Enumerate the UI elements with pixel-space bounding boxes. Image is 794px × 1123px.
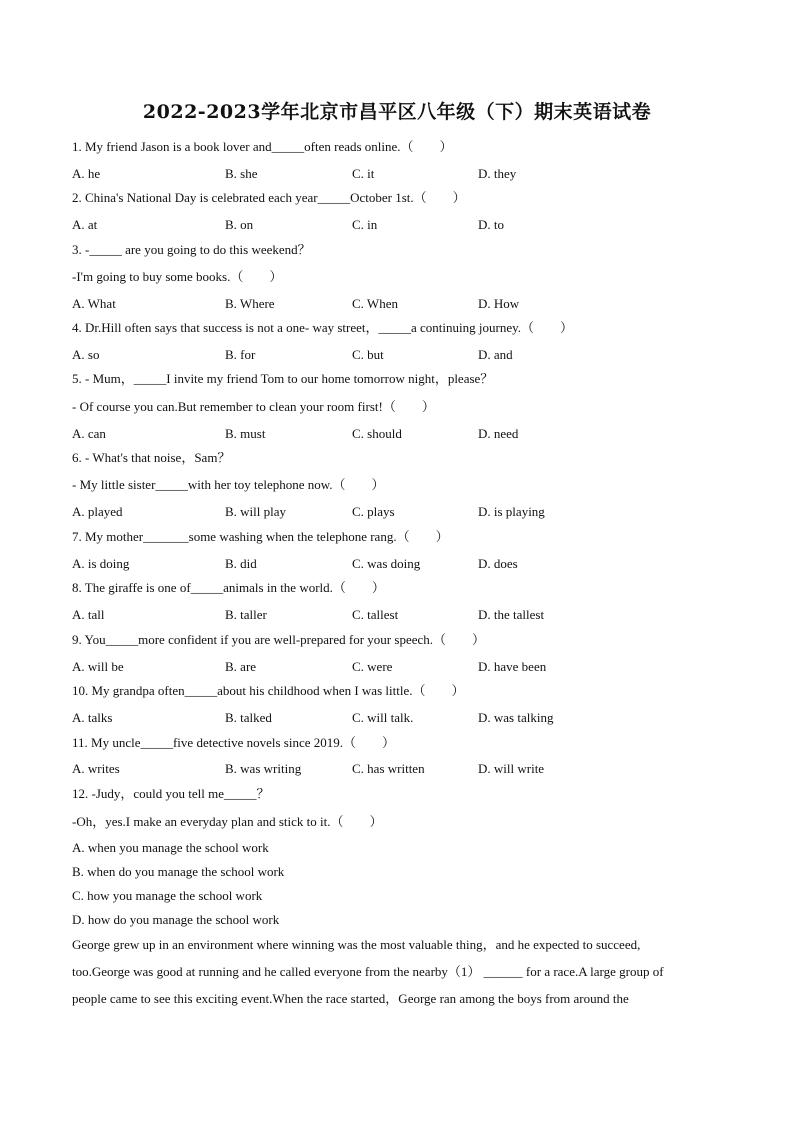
question-9-option-c: C. were [352, 659, 393, 674]
question-9-option-b: B. are [225, 659, 257, 674]
question-1-option-c: C. it [352, 166, 375, 181]
question-8-option-d: D. the tallest [478, 607, 545, 622]
question-5-option-a: A. can [72, 426, 106, 441]
question-8-option-a: A. tall [72, 607, 105, 622]
question-3-option-a: A. What [72, 296, 116, 311]
question-1-stem: 1. My friend Jason is a book lover and_____often reads online.（ ） [72, 139, 453, 154]
question-1-option-b: B. she [225, 166, 258, 181]
question-5-stem: 5. - Mum，_____I invite my friend Tom to our home tomorrow night，please？ [72, 371, 494, 386]
passage-line-1: George grew up in an environment where winning was the most valuable thing，and he expected to succeed, [72, 937, 641, 952]
question-8-option-c: C. tallest [352, 607, 399, 622]
question-11-option-b: B. was writing [225, 761, 302, 776]
question-9-option-a: A. will be [72, 659, 124, 674]
passage-line-2: too.George was good at running and he called everyone from the nearby（1） ______ for a race.A large group of [72, 964, 664, 979]
question-11-option-a: A. writes [72, 761, 120, 776]
question-12-option-c: C. how you manage the school work [72, 888, 263, 903]
exam-title: 2022-2023学年北京市昌平区八年级（下）期末英语试卷 [142, 101, 652, 123]
question-1-option-d: D. they [478, 166, 517, 181]
question-7-option-c: C. was doing [352, 556, 421, 571]
question-11-option-c: C. has written [352, 761, 425, 776]
question-12-option-d: D. how do you manage the school work [72, 912, 280, 927]
question-10-option-a: A. talks [72, 710, 113, 725]
question-3-stem-line-2: -I'm going to buy some books.（ ） [72, 269, 283, 284]
question-12-option-b: B. when do you manage the school work [72, 864, 285, 879]
question-2-option-c: C. in [352, 217, 378, 232]
question-12-option-a: A. when you manage the school work [72, 840, 269, 855]
question-1-option-a: A. he [72, 166, 101, 181]
question-8-stem: 8. The giraffe is one of_____animals in the world.（ ） [72, 580, 385, 595]
question-4-option-d: D. and [478, 347, 513, 362]
question-2-stem: 2. China's National Day is celebrated each year_____October 1st.（ ） [72, 190, 466, 205]
question-3-option-c: C. When [352, 296, 398, 311]
question-6-option-a: A. played [72, 504, 123, 519]
passage-line-3: people came to see this exciting event.When the race started，George ran among the boys from around the [72, 991, 629, 1006]
question-6-option-b: B. will play [225, 504, 287, 519]
question-10-stem: 10. My grandpa often_____about his childhood when I was little.（ ） [72, 683, 465, 698]
question-6-stem: 6. - What's that noise，Sam？ [72, 450, 231, 465]
question-7-option-b: B. did [225, 556, 257, 571]
question-7-stem: 7. My mother_______some washing when the telephone rang.（ ） [72, 529, 449, 544]
question-6-stem-line-2: - My little sister_____with her toy telephone now.（ ） [72, 477, 385, 492]
question-3-option-b: B. Where [225, 296, 275, 311]
question-10-option-c: C. will talk. [352, 710, 414, 725]
question-2-option-a: A. at [72, 217, 98, 232]
question-9-option-d: D. have been [478, 659, 547, 674]
question-10-option-b: B. talked [225, 710, 272, 725]
question-3-stem: 3. -_____ are you going to do this weekend？ [72, 242, 311, 257]
question-11-stem: 11. My uncle_____five detective novels since 2019.（ ） [72, 735, 396, 750]
question-10-option-d: D. was talking [478, 710, 554, 725]
question-4-option-b: B. for [225, 347, 256, 362]
question-4-stem: 4. Dr.Hill often says that success is not a one- way street，_____a continuing journey.（ ） [72, 320, 574, 335]
question-5-option-d: D. need [478, 426, 519, 441]
question-11-option-d: D. will write [478, 761, 545, 776]
question-2-option-d: D. to [478, 217, 504, 232]
question-7-option-d: D. does [478, 556, 518, 571]
question-9-stem: 9. You_____more confident if you are well-prepared for your speech.（ ） [72, 632, 486, 647]
question-5-option-c: C. should [352, 426, 402, 441]
question-4-option-c: C. but [352, 347, 384, 362]
question-3-option-d: D. How [478, 296, 520, 311]
question-5-stem-line-2: - Of course you can.But remember to clean your room first!（ ） [72, 399, 435, 414]
question-12-stem-line-2: -Oh，yes.I make an everyday plan and stick to it.（ ） [72, 814, 383, 829]
question-8-option-b: B. taller [225, 607, 267, 622]
question-5-option-b: B. must [225, 426, 266, 441]
question-6-option-d: D. is playing [478, 504, 545, 519]
question-7-option-a: A. is doing [72, 556, 130, 571]
question-6-option-c: C. plays [352, 504, 395, 519]
question-2-option-b: B. on [225, 217, 254, 232]
question-4-option-a: A. so [72, 347, 100, 362]
question-12-stem: 12. -Judy，could you tell me_____？ [72, 786, 270, 801]
